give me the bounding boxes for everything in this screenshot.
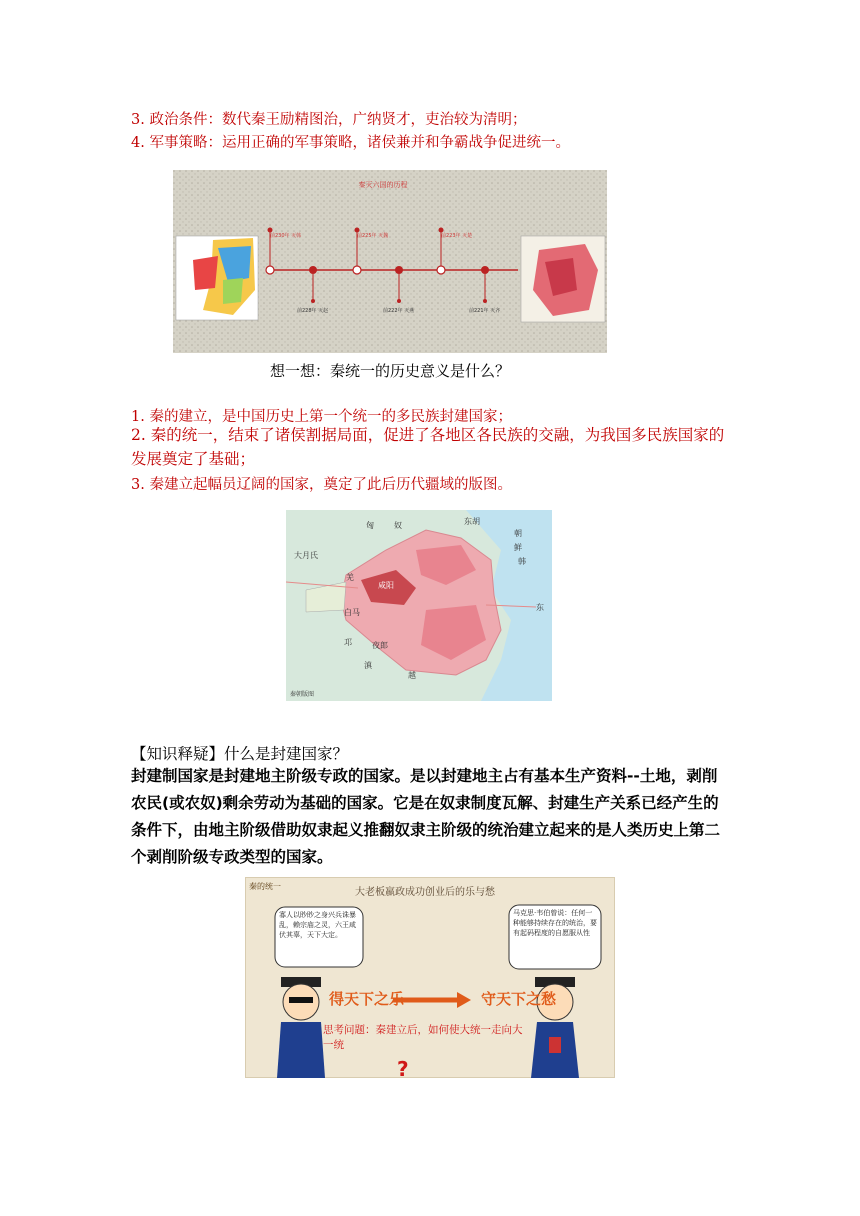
map-label: 邛 bbox=[344, 638, 352, 647]
right-caption: 守天下之愁 bbox=[481, 990, 557, 1008]
timeline-label: 前221年 灭齐 bbox=[469, 308, 501, 314]
map-label: 咸阳 bbox=[378, 581, 394, 590]
map-label: 东 bbox=[536, 603, 544, 612]
timeline-figure bbox=[173, 170, 607, 353]
map-label: 奴 bbox=[394, 521, 402, 530]
knowledge-heading: 【知识释疑】什么是封建国家？ bbox=[131, 745, 349, 763]
timeline-label: 前223年 灭楚 bbox=[441, 233, 473, 239]
qin-map bbox=[286, 510, 552, 701]
map-label: 鲜 bbox=[514, 543, 522, 552]
map-label: 越 bbox=[408, 671, 416, 680]
map-label: 大月氏 bbox=[294, 551, 318, 560]
timeline-title: 秦灭六国的历程 bbox=[358, 181, 408, 189]
left-caption: 得天下之乐 bbox=[329, 990, 405, 1008]
bubble-left: 寡人以眇眇之身兴兵诛暴乱，赖宗庙之灵，六王咸伏其辜，天下大定。 bbox=[279, 911, 356, 939]
list-item: 3. 政治条件：数代秦王励精图治，广纳贤才，吏治较为清明； bbox=[131, 112, 527, 128]
map-label: 匈 bbox=[366, 521, 374, 530]
map-label: 韩 bbox=[518, 557, 526, 566]
cartoon-tag: 秦的统一 bbox=[249, 882, 281, 891]
cartoon-question: 思考问题：秦建立后，如何使大统一走向大一统 bbox=[323, 1024, 523, 1051]
timeline-label: 前228年 灭赵 bbox=[297, 308, 329, 314]
question-mark-icon: ? bbox=[397, 1057, 409, 1078]
timeline-label: 前222年 灭燕 bbox=[383, 308, 415, 314]
bubble-right: 马克思·韦伯曾说：任何一种能够持续存在的统治，要有起码程度的自愿服从性 bbox=[513, 909, 597, 937]
list-item: 1. 秦的建立，是中国历史上第一个统一的多民族封建国家； bbox=[131, 409, 512, 425]
list-item: 4. 军事策略：运用正确的军事策略，诸侯兼并和争霸战争促进统一。 bbox=[131, 135, 570, 151]
list-item: 3. 秦建立起幅员辽阔的国家，奠定了此后历代疆域的版图。 bbox=[131, 477, 512, 493]
knowledge-body: 封建制国家是封建地主阶级专政的国家。是以封建地主占有基本生产资料--土地，剥削农民(或农奴)剩余劳动为基础的国家。它是在奴隶制度瓦解、封建生产关系已经产生的条件下，由地主阶级借助奴隶起义推翻奴隶主阶级的统治建立起来的是人类历史上第二个剥削阶级专政类型的国家。 bbox=[131, 767, 721, 866]
map-label: 东胡 bbox=[464, 517, 480, 526]
map-label: 白马 bbox=[344, 608, 360, 617]
list-item: 2. 秦的统一，结束了诸侯割据局面，促进了各地区各民族的交融，为我国多民族国家的发展奠定了基础； bbox=[131, 426, 725, 468]
map-label: 夜郎 bbox=[372, 641, 388, 650]
timeline-label: 前225年 灭魏 bbox=[357, 233, 389, 239]
question-text: 想一想：秦统一的历史意义是什么？ bbox=[270, 362, 511, 380]
cartoon-title: 大老板嬴政成功创业后的乐与愁 bbox=[355, 887, 495, 898]
timeline-label: 前230年 灭韩 bbox=[270, 233, 302, 239]
timeline-graphic bbox=[173, 170, 607, 353]
cartoon-figure bbox=[245, 877, 615, 1078]
map-caption: 秦朝版图 bbox=[290, 691, 315, 698]
map-label: 羌 bbox=[346, 573, 354, 582]
map-label: 滇 bbox=[364, 661, 372, 670]
map-label: 朝 bbox=[514, 529, 522, 538]
